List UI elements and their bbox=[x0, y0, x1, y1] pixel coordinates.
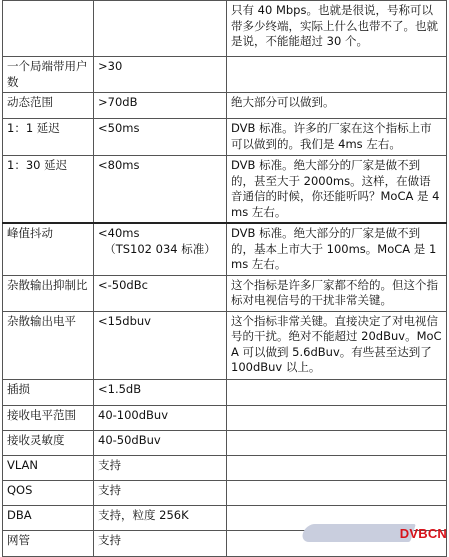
param-cell: 1：1 延迟 bbox=[3, 119, 94, 156]
value-cell: <1.5dB bbox=[94, 379, 227, 405]
value-cell: <-50dBc bbox=[94, 275, 227, 311]
spec-table bbox=[2, 0, 447, 557]
value-cell: 支持，粒度 256K bbox=[94, 505, 227, 530]
param-cell: 杂散输出电平 bbox=[3, 311, 94, 379]
param-cell: 接收电平范围 bbox=[3, 405, 94, 430]
table-row bbox=[3, 430, 447, 455]
table-row bbox=[3, 93, 447, 119]
value-cell: >70dB bbox=[94, 93, 227, 119]
table-row bbox=[3, 311, 447, 379]
note-cell: DVB 标准。绝大部分的厂家是做不到的，甚至大于 2000ms。这样，在做语音通信的时候，你还能听吗？MoCA 是 4ms 左右。 bbox=[227, 156, 447, 224]
note-cell bbox=[227, 480, 447, 505]
value-cell: <15dbuv bbox=[94, 311, 227, 379]
watermark-logo: DVBCN bbox=[399, 526, 447, 541]
value-cell: <80ms bbox=[94, 156, 227, 224]
value-cell: 支持 bbox=[94, 480, 227, 505]
value-cell: 40-50dBuv bbox=[94, 430, 227, 455]
table-row bbox=[3, 57, 447, 93]
note-cell: 这个指标非常关键。直接决定了对电视信号的干扰。绝对不能超过 20dBuv。MoCA 可以做到 5.6dBuv。有些甚至达到了 100dBuv 以上。 bbox=[227, 311, 447, 379]
param-cell: 1：30 延迟 bbox=[3, 156, 94, 224]
note-cell bbox=[227, 405, 447, 430]
value-cell: 支持 bbox=[94, 455, 227, 480]
table-row bbox=[3, 405, 447, 430]
param-cell: VLAN bbox=[3, 455, 94, 480]
note-cell: DVB 标准。绝大部分的厂家是做不到的，基本上市大于 100ms。MoCA 是 1ms 左右。 bbox=[227, 223, 447, 275]
param-cell: 网管 bbox=[3, 530, 94, 556]
standard-note: （TS102 034 标准） bbox=[104, 241, 216, 256]
value-cell: 支持 bbox=[94, 530, 227, 556]
param-cell bbox=[3, 1, 94, 57]
value-cell bbox=[94, 223, 227, 275]
param-cell: 一个局端带用户数 bbox=[3, 57, 94, 93]
value-cell: 40-100dBuv bbox=[94, 405, 227, 430]
note-cell: DVB 标准。许多的厂家在这个指标上市可以做到的。我们是 4ms 左右。 bbox=[227, 119, 447, 156]
param-cell: DBA bbox=[3, 505, 94, 530]
value-cell bbox=[94, 1, 227, 57]
table-row bbox=[3, 223, 447, 275]
table-row bbox=[3, 455, 447, 480]
table-row bbox=[3, 379, 447, 405]
param-cell: QOS bbox=[3, 480, 94, 505]
note-cell: 这个指标是许多厂家都不给的。但这个指标对电视信号的干扰非常关键。 bbox=[227, 275, 447, 311]
value-cell: <50ms bbox=[94, 119, 227, 156]
note-cell bbox=[227, 57, 447, 93]
param-cell: 动态范围 bbox=[3, 93, 94, 119]
param-cell: 插损 bbox=[3, 379, 94, 405]
param-cell: 接收灵敏度 bbox=[3, 430, 94, 455]
note-cell bbox=[227, 430, 447, 455]
table-row bbox=[3, 1, 447, 57]
note-cell: 绝大部分可以做到。 bbox=[227, 93, 447, 119]
table-row bbox=[3, 480, 447, 505]
note-cell: 只有 40 Mbps。也就是很说，号称可以带多少终端，实际上什么也带不了。也就是说，不能能超过 30 个。 bbox=[227, 1, 447, 57]
value-cell: >30 bbox=[94, 57, 227, 93]
table-row bbox=[3, 156, 447, 224]
table-row bbox=[3, 119, 447, 156]
value-line: <40ms bbox=[98, 226, 140, 240]
note-cell bbox=[227, 455, 447, 480]
param-cell: 峰值抖动 bbox=[3, 223, 94, 275]
param-cell: 杂散输出抑制比 bbox=[3, 275, 94, 311]
table-row bbox=[3, 275, 447, 311]
watermark-shape bbox=[300, 524, 416, 542]
note-cell bbox=[227, 379, 447, 405]
